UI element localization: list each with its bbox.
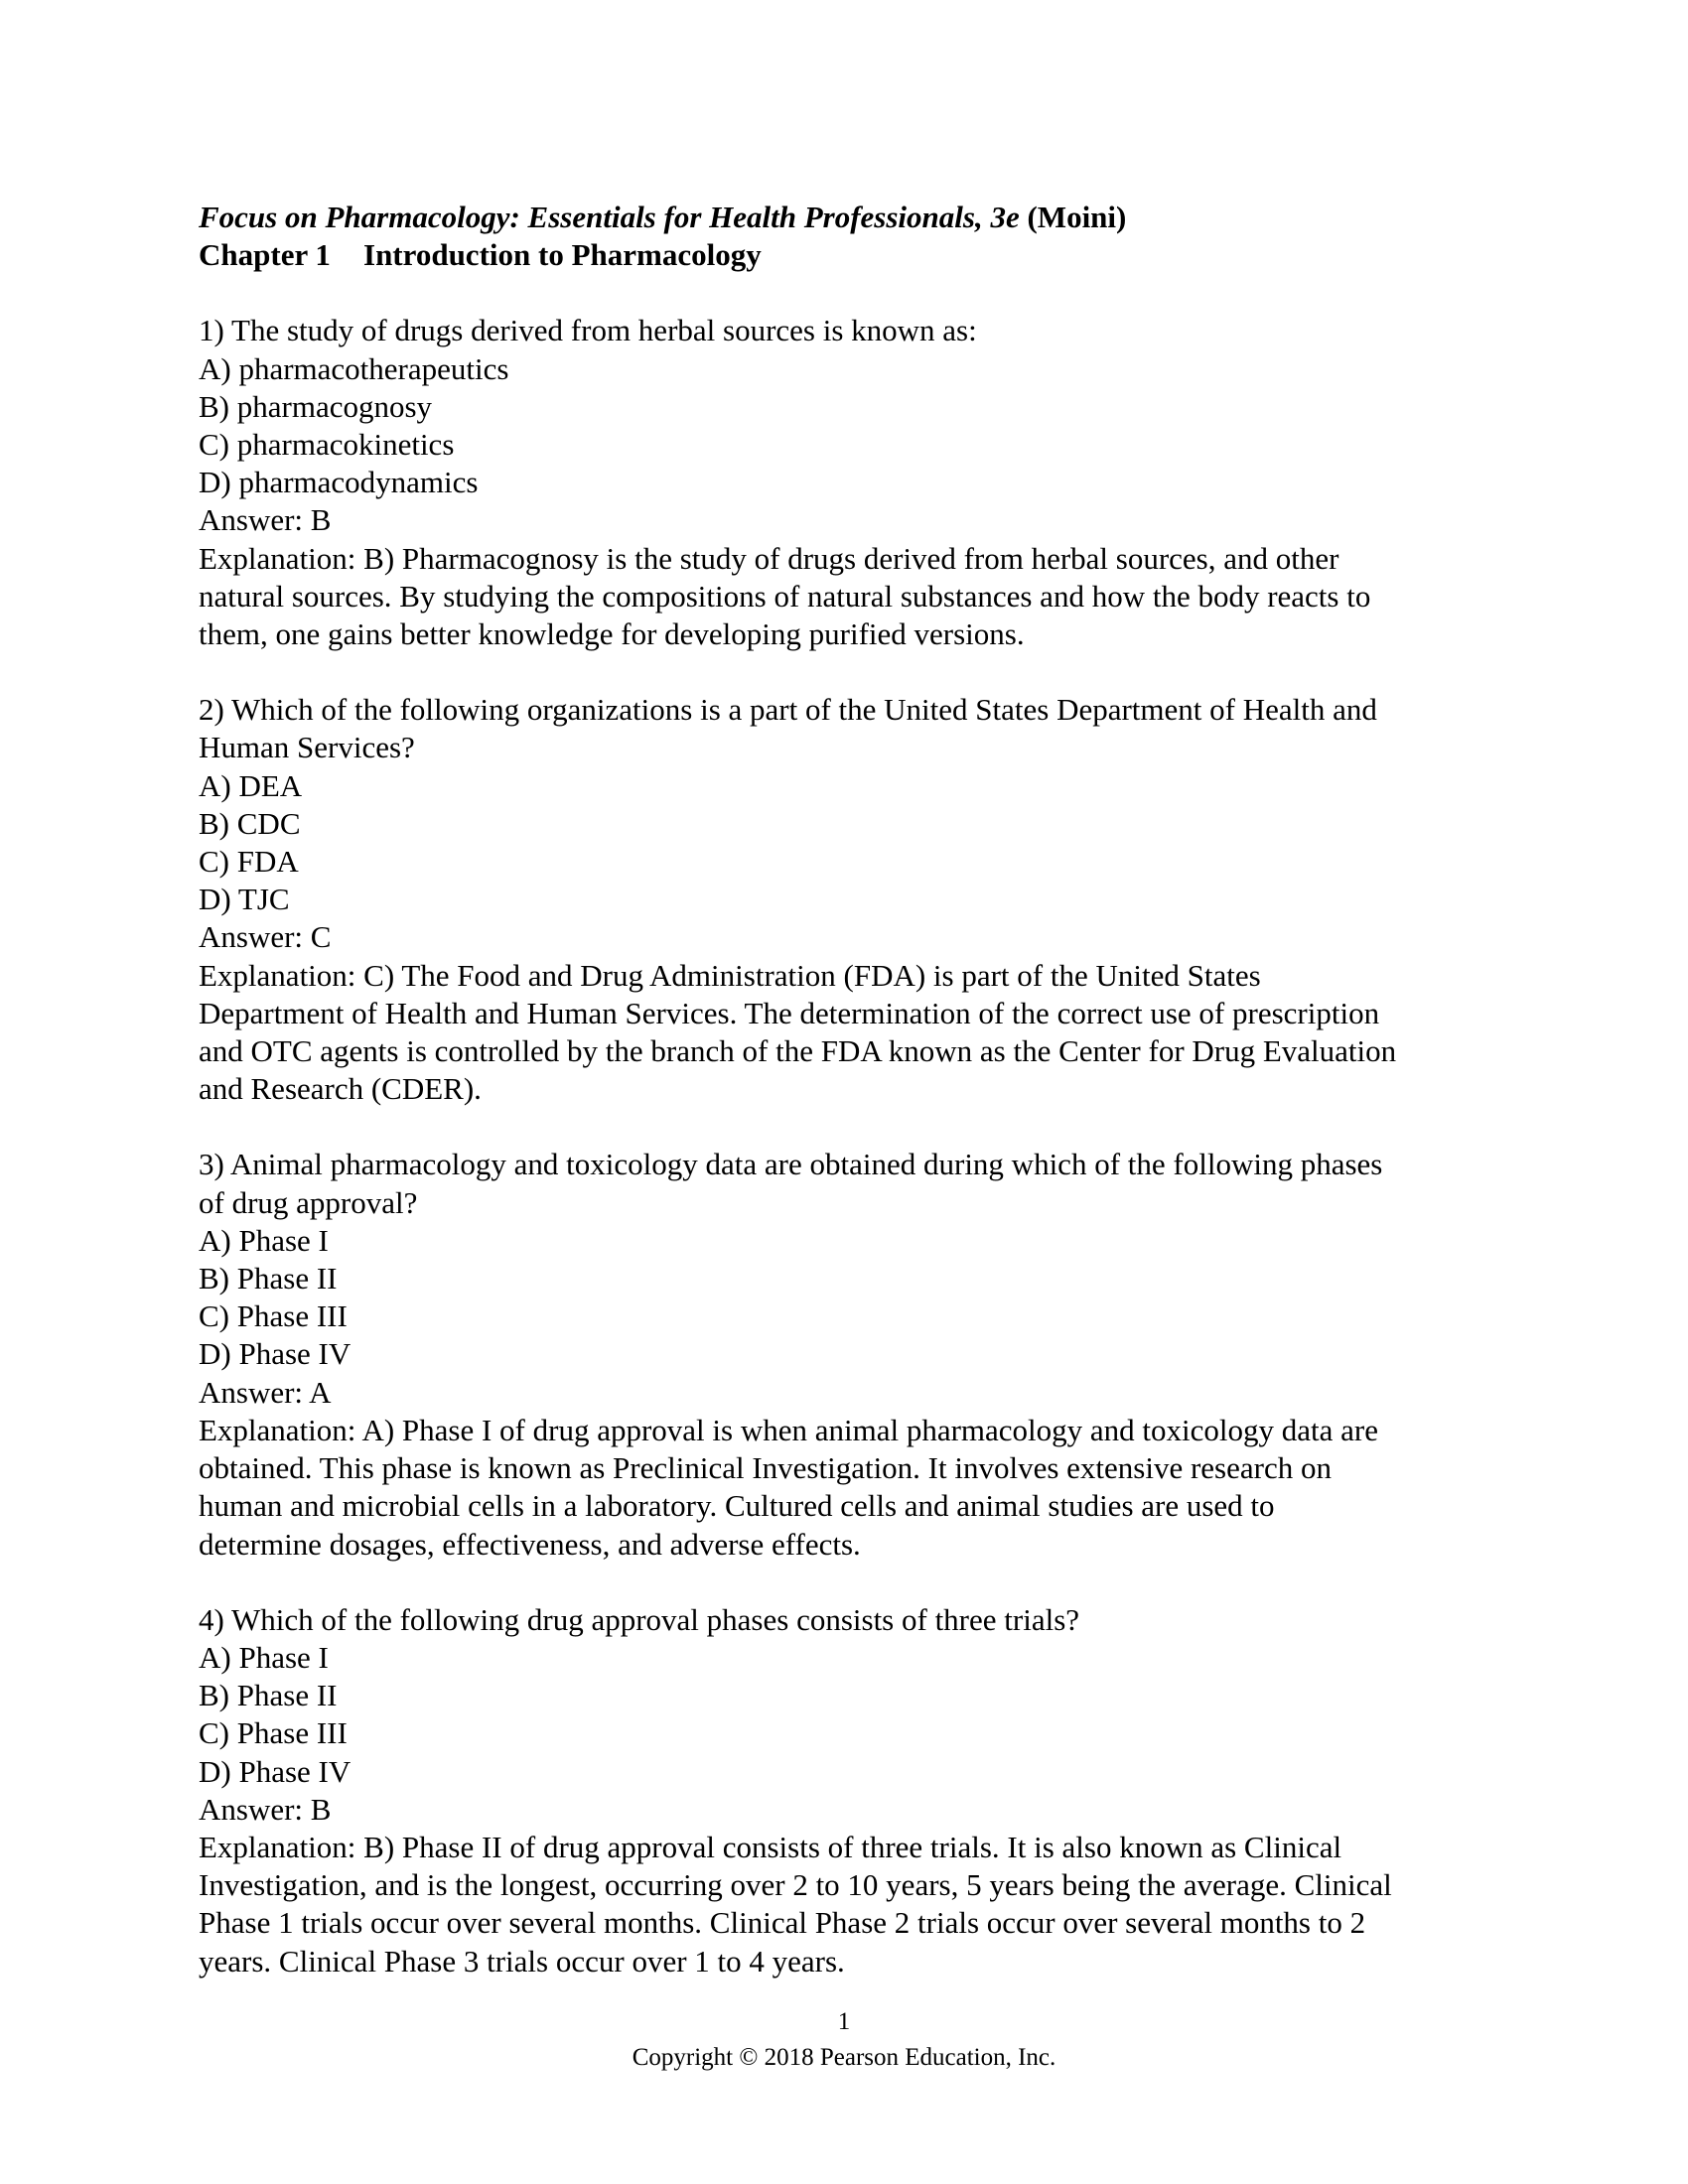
author: (Moini) [1027,200,1127,234]
chapter-number: Chapter 1 [199,237,331,273]
question-stem: 4) Which of the following drug approval phases consists of three trials? [199,1601,1080,1637]
explanation-line: them, one gains better knowledge for developing purified versions. [199,616,1025,652]
question-4 [199,1601,1499,1980]
option-c: C) Phase III [199,1715,348,1751]
explanation-line: Department of Health and Human Services. The determination of the correct use of prescription [199,995,1380,1030]
explanation-line: years. Clinical Phase 3 trials occur over 1 to 4 years. [199,1943,845,1979]
question-stem: Human Services? [199,730,415,765]
option-b: B) CDC [199,805,301,841]
option-a: A) Phase I [199,1639,329,1675]
question-stem: 1) The study of drugs derived from herbal sources is known as: [199,313,977,348]
explanation-line: and OTC agents is controlled by the branch of the FDA known as the Center for Drug Evaluation [199,1033,1397,1069]
answer: Answer: B [199,1791,332,1827]
explanation-line: Explanation: C) The Food and Drug Administration (FDA) is part of the United States [199,957,1261,993]
chapter-title: Introduction to Pharmacology [363,237,762,273]
page-content [199,199,1499,1980]
explanation-line: Explanation: B) Pharmacognosy is the study of drugs derived from herbal sources, and other [199,540,1339,576]
page-number: 1 [837,2008,851,2035]
answer: Answer: A [199,1374,332,1410]
option-b: B) Phase II [199,1678,338,1713]
option-b: B) Phase II [199,1261,338,1297]
option-d: D) pharmacodynamics [199,465,479,500]
answer: Answer: B [199,502,332,538]
question-stem: 3) Animal pharmacology and toxicology data are obtained during which of the following phases [199,1147,1383,1182]
question-stem: 2) Which of the following organizations is a part of the United States Department of Health and [199,692,1377,728]
option-a: A) Phase I [199,1222,329,1258]
explanation-line: human and microbial cells in a laboratory. Cultured cells and animal studies are used to [199,1488,1275,1524]
option-d: D) TJC [199,882,290,917]
explanation-line: obtained. This phase is known as Preclinical Investigation. It involves extensive research on [199,1450,1332,1486]
question-2 [199,691,1499,1108]
option-c: C) FDA [199,844,299,880]
option-d: D) Phase IV [199,1336,352,1372]
explanation-line: Explanation: A) Phase I of drug approval is when animal pharmacology and toxicology data are [199,1412,1378,1447]
option-d: D) Phase IV [199,1753,352,1789]
book-title: Focus on Pharmacology: Essentials for Health Professionals, 3e [199,200,1020,234]
question-1 [199,312,1499,653]
option-b: B) pharmacognosy [199,388,433,424]
option-a: A) DEA [199,767,303,803]
explanation-line: and Research (CDER). [199,1071,482,1107]
option-c: C) pharmacokinetics [199,427,455,463]
explanation-line: determine dosages, effectiveness, and adverse effects. [199,1526,861,1562]
chapter-heading [199,236,1499,274]
question-3 [199,1146,1499,1563]
copyright-notice: Copyright © 2018 Pearson Education, Inc. [632,2044,1056,2071]
option-c: C) Phase III [199,1298,348,1334]
book-title-line [199,199,1499,236]
option-a: A) pharmacotherapeutics [199,350,509,386]
explanation-line: Investigation, and is the longest, occurring over 2 to 10 years, 5 years being the average. Clinical [199,1867,1392,1903]
explanation-line: natural sources. By studying the compositions of natural substances and how the body reacts to [199,578,1371,614]
question-stem: of drug approval? [199,1184,418,1220]
answer: Answer: C [199,919,332,955]
explanation-line: Phase 1 trials occur over several months. Clinical Phase 2 trials occur over several months to 2 [199,1905,1366,1941]
explanation-line: Explanation: B) Phase II of drug approval consists of three trials. It is also known as Clinical [199,1829,1342,1864]
